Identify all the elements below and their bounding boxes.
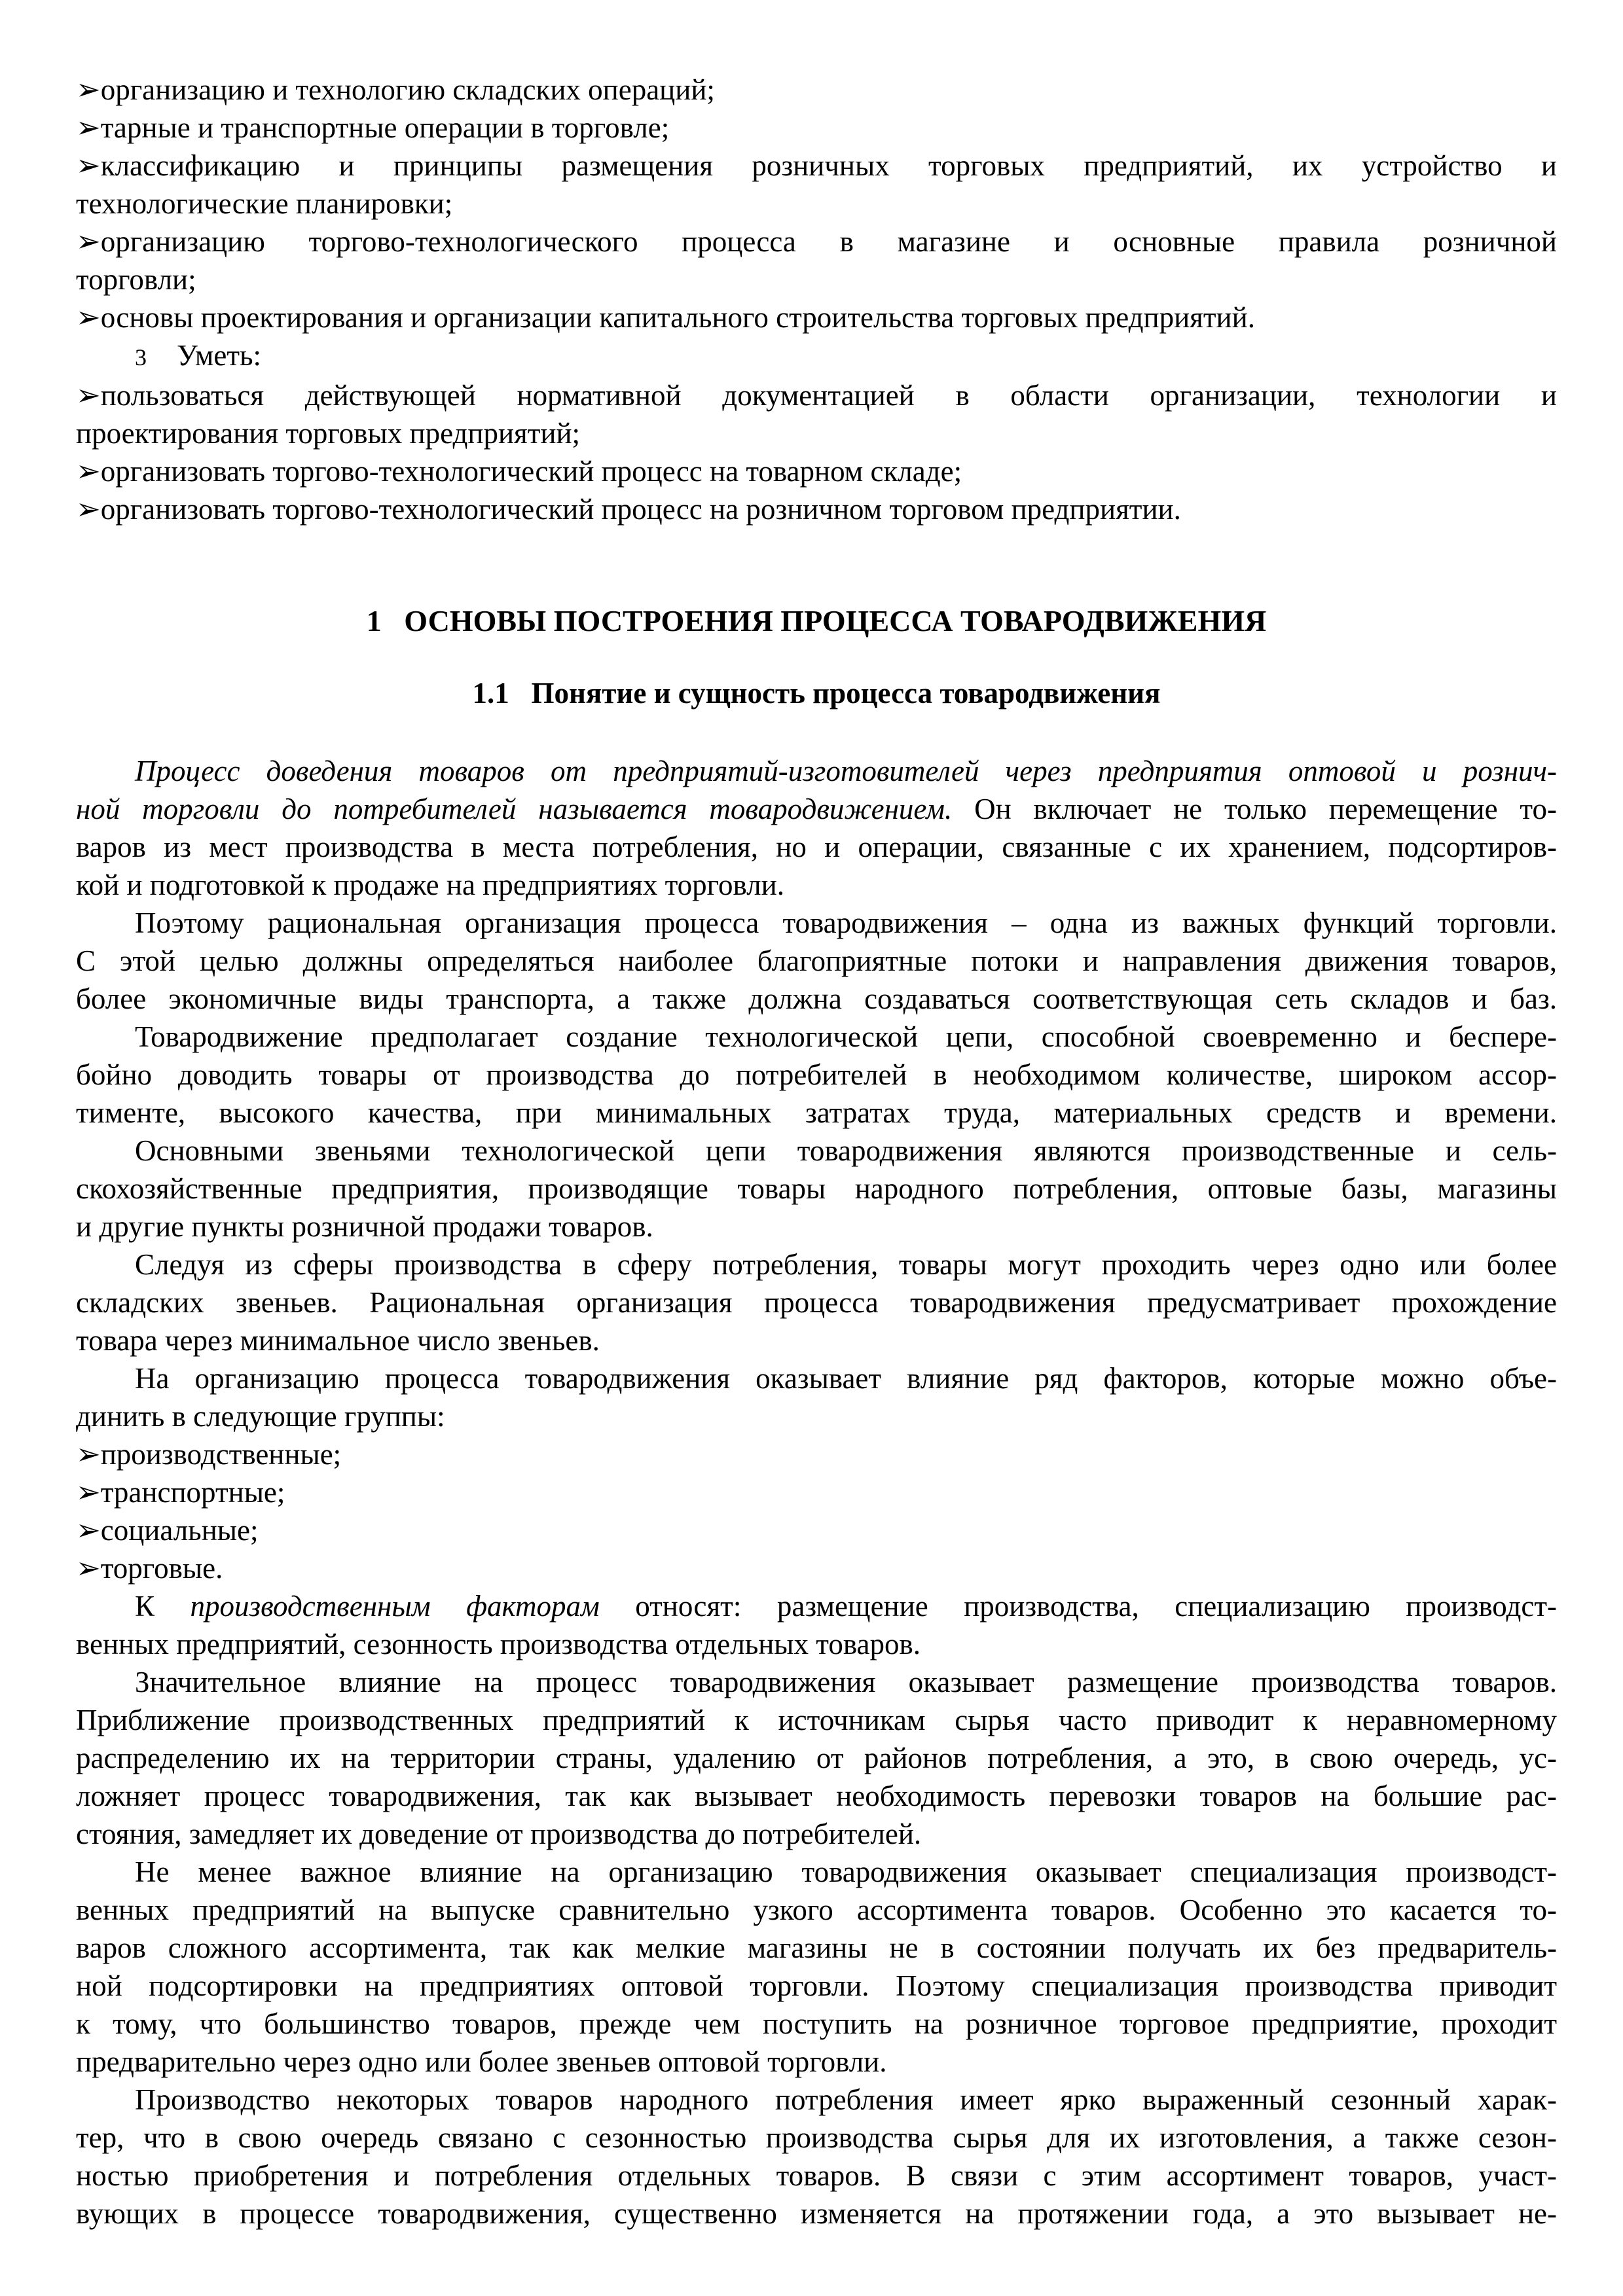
paragraph-line: тименте, высокого качества, при минимальных затратах труда, материальных средств и времени. <box>76 1096 1557 1129</box>
paragraph-line: Поэтому рациональная организация процесса товародвижения – одна из важных функций торговли. <box>135 906 1557 939</box>
paragraph-line: бойно доводить товары от производства до потребителей в необходимом количестве, широком ассор- <box>76 1058 1557 1091</box>
list-item: ➢социальные; <box>76 1514 259 1547</box>
list-item: ➢транспортные; <box>76 1476 285 1509</box>
paragraph-line: скохозяйственные предприятия, производящие товары народного потребления, оптовые базы, магазины <box>76 1172 1557 1205</box>
intro-list <box>76 71 1557 528</box>
paragraph-line: венных предприятий, сезонность производства отдельных товаров. <box>76 1628 921 1660</box>
list-item: ➢организацию торгово-технологического процесса в магазине и основные правила розничной <box>76 225 1557 258</box>
paragraph-line: динить в следующие группы: <box>76 1400 445 1433</box>
list-item: ➢организацию и технологию складских операций; <box>76 73 715 106</box>
list-item: ➢тарные и транспортные операции в торговле; <box>76 111 670 144</box>
paragraph-line: На организацию процесса товародвижения оказывает влияние ряд факторов, которые можно объе- <box>135 1362 1557 1395</box>
paragraph-line: товара через минимальное число звеньев. <box>76 1324 600 1357</box>
paragraph-line: Значительное влияние на процесс товародвижения оказывает размещение производства товаров. <box>135 1666 1557 1698</box>
paragraph-line: тер, что в свою очередь связано с сезонностью производства сырья для их изготовления, а также сезон- <box>76 2121 1557 2154</box>
body-text <box>76 752 1557 2233</box>
bullet-arrow-icon: ➢ <box>76 1552 101 1585</box>
bullet-arrow-icon: ➢ <box>76 1476 101 1509</box>
bullet-arrow-icon: ➢ <box>76 455 101 488</box>
paragraph-line: складских звеньев. Рациональная организация процесса товародвижения предусматривает прохождение <box>76 1286 1557 1319</box>
section-heading: 1 ОСНОВЫ ПОСТРОЕНИЯ ПРОЦЕССА ТОВАРОДВИЖЕНИЯ <box>366 604 1267 637</box>
list-item: ➢классификацию и принципы размещения розничных торговых предприятий, их устройство и <box>76 149 1557 182</box>
paragraph-line: варов сложного ассортимента, так как мелкие магазины не в состоянии получать их без предваритель- <box>76 1931 1557 1964</box>
paragraph-line: ностью приобретения и потребления отдельных товаров. В связи с этим ассортимент товаров, участ- <box>76 2159 1557 2192</box>
bullet-arrow-icon: ➢ <box>76 1514 101 1547</box>
bullet-arrow-icon: ➢ <box>76 379 101 412</box>
paragraph-line: Приближение производственных предприятий к источникам сырья часто приводит к неравномерному <box>76 1704 1557 1736</box>
paragraph-line: вующих в процессе товародвижения, существенно изменяется на протяжении года, а это вызывает не- <box>76 2197 1557 2230</box>
paragraph-line: кой и подготовкой к продаже на предприятиях торговли. <box>76 869 784 901</box>
list-item-continuation: торговли; <box>76 263 196 296</box>
list-item-continuation: проектирования торговых предприятий; <box>76 417 581 450</box>
paragraph-line: венных предприятий на выпуске сравнительно узкого ассортимента товаров. Особенно это касается то- <box>76 1893 1557 1926</box>
bullet-arrow-icon: ➢ <box>76 149 101 182</box>
paragraph-line: Основными звеньями технологической цепи товародвижения являются производственные и сель- <box>135 1134 1557 1167</box>
paragraph-line: варов из мест производства в места потребления, но и операции, связанные с их хранением, подсортиров- <box>76 831 1557 863</box>
paragraph-line: Процесс доведения товаров от предприятий-изготовителей через предприятия оптовой и рознич- <box>135 755 1557 787</box>
paragraph-line: предварительно через одно или более звеньев оптовой торговли. <box>76 2045 887 2078</box>
paragraph-line: С этой целью должны определяться наиболее благоприятные потоки и направления движения товаров, <box>76 944 1557 977</box>
list-item-continuation: технологические планировки; <box>76 187 453 220</box>
list-item: ➢пользоваться действующей нормативной документацией в области организации, технологии и <box>76 379 1557 412</box>
paragraph-line: более экономичные виды транспорта, а также должна создаваться соответствующая сеть складов и баз. <box>76 982 1557 1015</box>
bullet-arrow-icon: ➢ <box>76 73 101 106</box>
paragraph-line: Следуя из сферы производства в сферу потребления, товары могут проходить через одно или более <box>135 1248 1557 1281</box>
bullet-arrow-icon: ➢ <box>76 301 101 334</box>
paragraph-line: распределению их на территории страны, удалению от районов потребления, а это, в свою очередь, ус- <box>76 1742 1557 1774</box>
skills-heading: 3 Уметь: <box>76 336 1557 376</box>
list-item: ➢производственные; <box>76 1438 342 1471</box>
list-item: ➢торговые. <box>76 1552 223 1585</box>
subsection-heading: 1.1 Понятие и сущность процесса товародвижения <box>472 677 1161 709</box>
bullet-arrow-icon: ➢ <box>76 1438 101 1471</box>
paragraph-line: Не менее важное влияние на организацию товародвижения оказывает специализация производст- <box>135 1856 1557 1888</box>
list-item: ➢организовать торгово-технологический процесс на товарном складе; <box>76 455 962 488</box>
list-item: ➢организовать торгово-технологический процесс на розничном торговом предприятии. <box>76 493 1181 526</box>
bullet-arrow-icon: ➢ <box>76 493 101 526</box>
paragraph-line: К производственным факторам относят: размещение производства, специализацию производст- <box>135 1590 1557 1623</box>
skills-marker: 3 <box>135 344 147 370</box>
paragraph-line: стояния, замедляет их доведение от производства до потребителей. <box>76 1818 922 1850</box>
paragraph-line: ной торговли до потребителей называется товародвижением. Он включает не только перемещение то- <box>76 793 1557 825</box>
paragraph-line: ложняет процесс товародвижения, так как вызывает необходимость перевозки товаров на большие рас- <box>76 1780 1557 1812</box>
paragraph-line: ной подсортировки на предприятиях оптовой торговли. Поэтому специализация производства приводит <box>76 1969 1557 2002</box>
paragraph-line: и другие пункты розничной продажи товаров. <box>76 1210 653 1243</box>
paragraph-line: к тому, что большинство товаров, прежде чем поступить на розничное торговое предприятие, проходит <box>76 2007 1557 2040</box>
document-page <box>76 71 1557 2233</box>
paragraph-line: Производство некоторых товаров народного потребления имеет ярко выраженный сезонный харак- <box>135 2083 1557 2116</box>
list-item: ➢основы проектирования и организации капитального строительства торговых предприятий. <box>76 301 1255 334</box>
paragraph-line: Товародвижение предполагает создание технологической цепи, способной своевременно и беспере- <box>135 1020 1557 1053</box>
bullet-arrow-icon: ➢ <box>76 225 101 258</box>
bullet-arrow-icon: ➢ <box>76 111 101 144</box>
